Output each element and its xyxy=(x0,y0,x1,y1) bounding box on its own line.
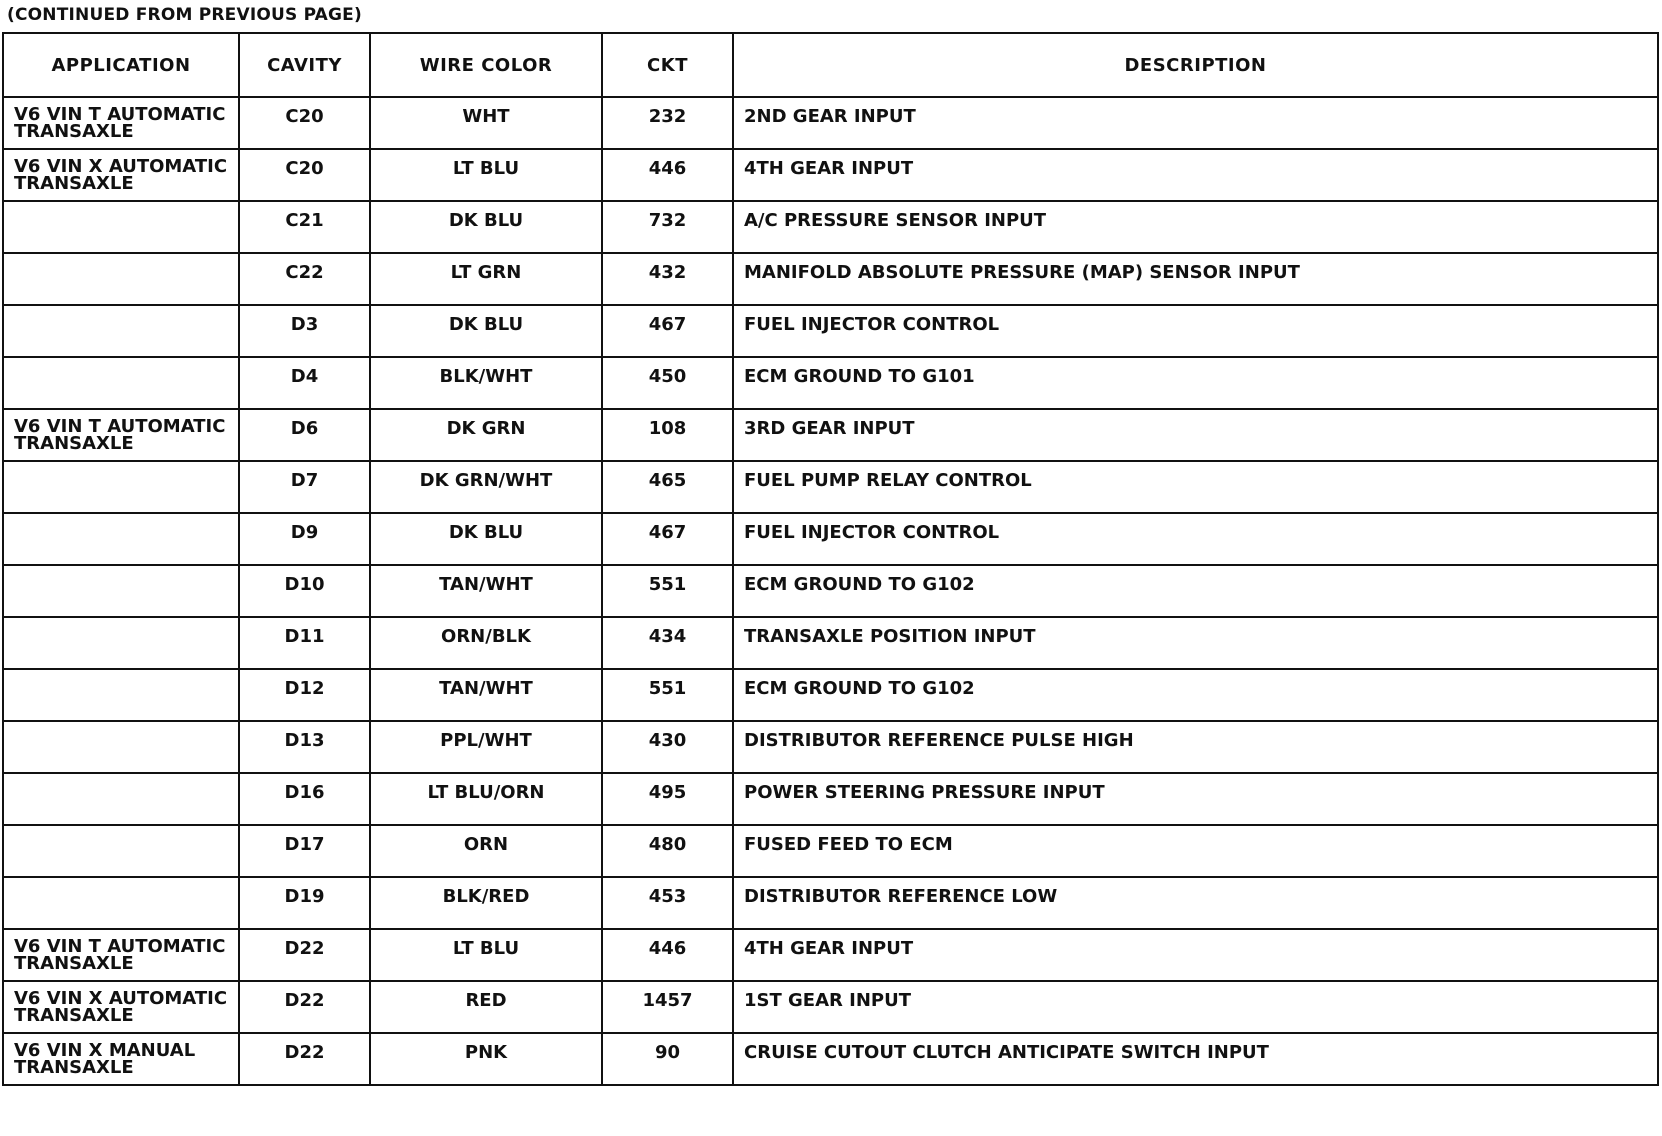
application-cell xyxy=(3,669,239,721)
table-row xyxy=(3,149,1658,201)
wire-color-cell: ORN xyxy=(370,825,602,877)
table-row xyxy=(3,617,1658,669)
description-cell: 2ND GEAR INPUT xyxy=(733,97,1658,149)
ckt-cell: 480 xyxy=(602,825,733,877)
ckt-cell: 432 xyxy=(602,253,733,305)
wire-color-cell: PNK xyxy=(370,1033,602,1085)
cavity-cell: D11 xyxy=(239,617,370,669)
wire-color-cell: LT BLU/ORN xyxy=(370,773,602,825)
continued-note: (CONTINUED FROM PREVIOUS PAGE) xyxy=(7,5,362,25)
ckt-cell: 108 xyxy=(602,409,733,461)
ckt-cell: 551 xyxy=(602,565,733,617)
wire-color-cell: DK GRN xyxy=(370,409,602,461)
wire-color-cell: ORN/BLK xyxy=(370,617,602,669)
application-cell: V6 VIN X AUTOMATIC TRANSAXLE xyxy=(3,981,239,1033)
ckt-cell: 467 xyxy=(602,513,733,565)
cavity-cell: D16 xyxy=(239,773,370,825)
cavity-cell: C22 xyxy=(239,253,370,305)
application-cell xyxy=(3,253,239,305)
description-cell: 4TH GEAR INPUT xyxy=(733,929,1658,981)
cavity-cell: C21 xyxy=(239,201,370,253)
description-cell: DISTRIBUTOR REFERENCE LOW xyxy=(733,877,1658,929)
application-cell xyxy=(3,461,239,513)
cavity-cell: C20 xyxy=(239,97,370,149)
description-cell: ECM GROUND TO G101 xyxy=(733,357,1658,409)
ckt-cell: 446 xyxy=(602,929,733,981)
ckt-cell: 453 xyxy=(602,877,733,929)
wire-color-cell: LT GRN xyxy=(370,253,602,305)
wire-color-cell: DK BLU xyxy=(370,305,602,357)
description-cell: ECM GROUND TO G102 xyxy=(733,565,1658,617)
table-header-row xyxy=(3,33,1658,97)
column-header-ckt: CKT xyxy=(602,33,733,97)
cavity-cell: D17 xyxy=(239,825,370,877)
cavity-cell: D9 xyxy=(239,513,370,565)
table-row xyxy=(3,305,1658,357)
application-cell xyxy=(3,513,239,565)
table-row xyxy=(3,721,1658,773)
table-row xyxy=(3,773,1658,825)
table-row xyxy=(3,461,1658,513)
wire-color-cell: TAN/WHT xyxy=(370,565,602,617)
cavity-cell: D4 xyxy=(239,357,370,409)
cavity-cell: D7 xyxy=(239,461,370,513)
description-cell: 3RD GEAR INPUT xyxy=(733,409,1658,461)
ckt-cell: 465 xyxy=(602,461,733,513)
ckt-cell: 90 xyxy=(602,1033,733,1085)
wire-color-cell: RED xyxy=(370,981,602,1033)
cavity-cell: D22 xyxy=(239,929,370,981)
wire-color-cell: WHT xyxy=(370,97,602,149)
cavity-cell: D13 xyxy=(239,721,370,773)
wire-color-cell: DK GRN/WHT xyxy=(370,461,602,513)
application-cell: V6 VIN T AUTOMATIC TRANSAXLE xyxy=(3,97,239,149)
description-cell: TRANSAXLE POSITION INPUT xyxy=(733,617,1658,669)
wire-color-cell: DK BLU xyxy=(370,201,602,253)
description-cell: 4TH GEAR INPUT xyxy=(733,149,1658,201)
cavity-cell: D22 xyxy=(239,1033,370,1085)
ckt-cell: 430 xyxy=(602,721,733,773)
application-cell xyxy=(3,721,239,773)
table-row xyxy=(3,981,1658,1033)
cavity-cell: D10 xyxy=(239,565,370,617)
table-row xyxy=(3,409,1658,461)
wire-color-cell: LT BLU xyxy=(370,929,602,981)
description-cell: 1ST GEAR INPUT xyxy=(733,981,1658,1033)
wire-color-cell: PPL/WHT xyxy=(370,721,602,773)
table-row xyxy=(3,565,1658,617)
application-cell: V6 VIN X AUTOMATIC TRANSAXLE xyxy=(3,149,239,201)
application-cell xyxy=(3,201,239,253)
ckt-cell: 551 xyxy=(602,669,733,721)
table-body xyxy=(3,97,1658,1085)
table-row xyxy=(3,357,1658,409)
table-row xyxy=(3,669,1658,721)
application-cell: V6 VIN T AUTOMATIC TRANSAXLE xyxy=(3,929,239,981)
table-row xyxy=(3,1033,1658,1085)
wire-color-cell: BLK/RED xyxy=(370,877,602,929)
description-cell: ECM GROUND TO G102 xyxy=(733,669,1658,721)
description-cell: A/C PRESSURE SENSOR INPUT xyxy=(733,201,1658,253)
table-row xyxy=(3,513,1658,565)
ckt-cell: 495 xyxy=(602,773,733,825)
cavity-cell: D6 xyxy=(239,409,370,461)
cavity-cell: D19 xyxy=(239,877,370,929)
cavity-cell: D22 xyxy=(239,981,370,1033)
description-cell: CRUISE CUTOUT CLUTCH ANTICIPATE SWITCH INPUT xyxy=(733,1033,1658,1085)
table-row xyxy=(3,253,1658,305)
table-row xyxy=(3,201,1658,253)
description-cell: POWER STEERING PRESSURE INPUT xyxy=(733,773,1658,825)
application-cell: V6 VIN X MANUAL TRANSAXLE xyxy=(3,1033,239,1085)
table-row xyxy=(3,97,1658,149)
column-header-wire-color: WIRE COLOR xyxy=(370,33,602,97)
application-cell xyxy=(3,565,239,617)
description-cell: DISTRIBUTOR REFERENCE PULSE HIGH xyxy=(733,721,1658,773)
cavity-cell: D3 xyxy=(239,305,370,357)
description-cell: FUSED FEED TO ECM xyxy=(733,825,1658,877)
ckt-cell: 450 xyxy=(602,357,733,409)
cavity-cell: D12 xyxy=(239,669,370,721)
ckt-cell: 232 xyxy=(602,97,733,149)
table-row xyxy=(3,877,1658,929)
column-header-application: APPLICATION xyxy=(3,33,239,97)
application-cell xyxy=(3,825,239,877)
application-cell xyxy=(3,773,239,825)
table-row xyxy=(3,929,1658,981)
ckt-cell: 434 xyxy=(602,617,733,669)
application-cell xyxy=(3,617,239,669)
application-cell xyxy=(3,877,239,929)
wire-color-cell: BLK/WHT xyxy=(370,357,602,409)
table-row xyxy=(3,825,1658,877)
description-cell: FUEL PUMP RELAY CONTROL xyxy=(733,461,1658,513)
wire-color-cell: DK BLU xyxy=(370,513,602,565)
column-header-cavity: CAVITY xyxy=(239,33,370,97)
wire-color-cell: LT BLU xyxy=(370,149,602,201)
cavity-cell: C20 xyxy=(239,149,370,201)
ckt-cell: 1457 xyxy=(602,981,733,1033)
wire-color-cell: TAN/WHT xyxy=(370,669,602,721)
ckt-cell: 732 xyxy=(602,201,733,253)
application-cell xyxy=(3,357,239,409)
ckt-cell: 446 xyxy=(602,149,733,201)
application-cell xyxy=(3,305,239,357)
description-cell: FUEL INJECTOR CONTROL xyxy=(733,513,1658,565)
connector-pinout-table xyxy=(2,32,1659,1086)
description-cell: FUEL INJECTOR CONTROL xyxy=(733,305,1658,357)
ckt-cell: 467 xyxy=(602,305,733,357)
description-cell: MANIFOLD ABSOLUTE PRESSURE (MAP) SENSOR INPUT xyxy=(733,253,1658,305)
column-header-description: DESCRIPTION xyxy=(733,33,1658,97)
application-cell: V6 VIN T AUTOMATIC TRANSAXLE xyxy=(3,409,239,461)
